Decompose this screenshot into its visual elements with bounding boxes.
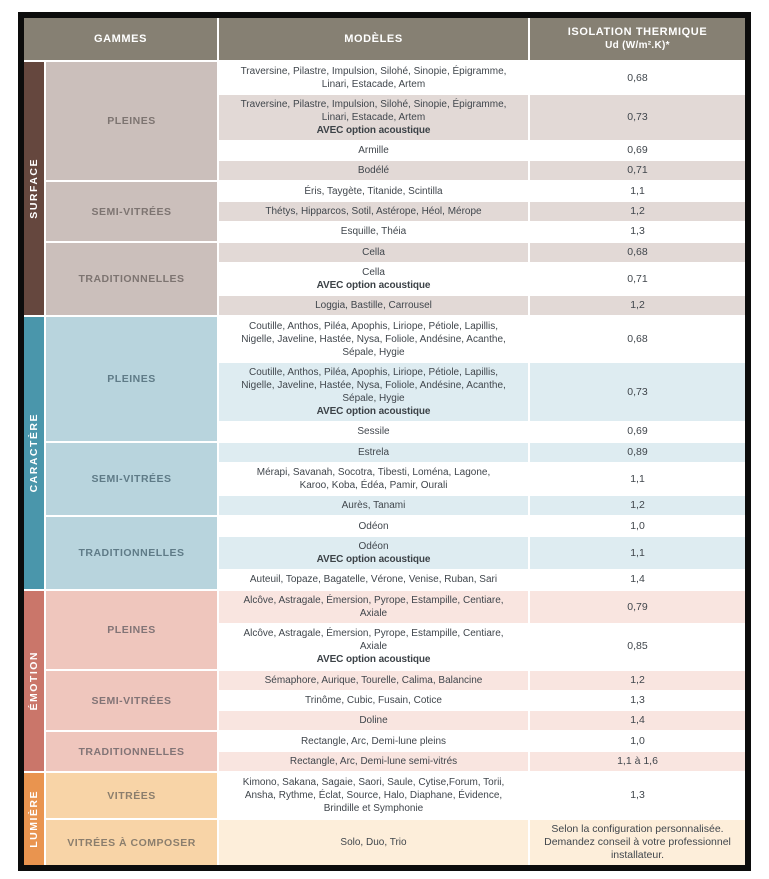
header-gammes	[24, 18, 217, 60]
table-row	[219, 62, 745, 94]
model-line: Bodélé	[357, 165, 390, 176]
model-line: Axiale	[359, 608, 388, 619]
table-row	[219, 711, 745, 730]
table-body	[24, 62, 745, 865]
value-line: 1,4	[630, 714, 645, 726]
model-line: Nigelle, Javeline, Hastée, Nysa, Foliole, Andésine, Acanthe,	[241, 380, 506, 391]
group-rows	[219, 443, 745, 515]
group-rows	[219, 317, 745, 441]
model-cell	[219, 671, 528, 690]
table-row	[219, 773, 745, 818]
model-cell	[219, 443, 528, 462]
model-line: Éris, Taygète, Titanide, Scintilla	[304, 186, 443, 197]
acoustic-option-note: AVEC option acoustique	[316, 654, 431, 665]
model-line: Aurès, Tanami	[341, 500, 406, 511]
table-row	[219, 463, 745, 495]
value-line: 1,0	[630, 735, 645, 747]
model-line: Coutille, Anthos, Piléa, Apophis, Liriope, Pétiole, Lapillis,	[248, 321, 499, 332]
model-line: Armille	[358, 145, 389, 156]
table-row	[219, 732, 745, 751]
value-line: 1,0	[630, 520, 645, 532]
model-line: Mérapi, Savanah, Socotra, Tibesti, Loména, Lagone,	[256, 467, 491, 478]
group-label-semi-vitrees: SEMI-VITRÉES	[46, 443, 217, 515]
value-line: 0,71	[627, 272, 648, 285]
value-cell	[530, 624, 745, 669]
model-line: Sessile	[357, 426, 390, 437]
model-line: Cella	[362, 267, 385, 278]
group-pleines	[46, 591, 745, 669]
acoustic-option-note: AVEC option acoustique	[316, 125, 431, 136]
model-line: Cella	[362, 247, 385, 258]
model-cell	[219, 222, 528, 241]
group-pleines	[46, 62, 745, 180]
value-cell	[530, 711, 745, 730]
model-line: Esquille, Théia	[340, 226, 407, 237]
model-line: Traversine, Pilastre, Impulsion, Silohé, Sinopie, Épigramme,	[240, 66, 507, 77]
table-row	[219, 591, 745, 623]
value-cell	[530, 496, 745, 515]
value-line: 0,73	[627, 385, 648, 398]
value-line: 0,71	[627, 164, 648, 176]
model-line: Alcôve, Astragale, Émersion, Pyrope, Estampille, Centiare,	[243, 595, 504, 606]
table-row	[219, 671, 745, 690]
model-cell	[219, 95, 528, 140]
value-cell	[530, 463, 745, 495]
value-cell	[530, 95, 745, 140]
section-body-lumiere	[46, 773, 745, 865]
model-line: Traversine, Pilastre, Impulsion, Silohé, Sinopie, Épigramme,	[240, 99, 507, 110]
value-cell	[530, 671, 745, 690]
table-row	[219, 182, 745, 201]
section-surface	[24, 62, 745, 315]
value-line: 1,2	[630, 674, 645, 686]
value-line: 0,68	[627, 246, 648, 258]
model-line: Linari, Estacade, Artem	[321, 79, 426, 90]
model-line: Coutille, Anthos, Piléa, Apophis, Liriope, Pétiole, Lapillis,	[248, 367, 499, 378]
table-row	[219, 243, 745, 262]
header-isolation-title: ISOLATION THERMIQUE	[567, 26, 708, 38]
value-cell	[530, 141, 745, 160]
section-label: SURFACE	[28, 158, 40, 219]
group-label-traditionnelles: TRADITIONNELLES	[46, 732, 217, 771]
group-traditionnelles	[46, 732, 745, 771]
value-cell	[530, 517, 745, 536]
table-row	[219, 624, 745, 669]
model-cell	[219, 62, 528, 94]
table-row	[219, 691, 745, 710]
acoustic-option-note: AVEC option acoustique	[316, 280, 431, 291]
group-traditionnelles	[46, 517, 745, 589]
model-line: Rectangle, Arc, Demi-lune pleins	[300, 736, 447, 747]
table-header-row	[24, 18, 745, 60]
value-line: installateur.	[610, 849, 665, 861]
value-cell	[530, 422, 745, 441]
section-body-surface	[46, 62, 745, 315]
model-line: Sépale, Hygie	[342, 347, 405, 358]
value-cell	[530, 570, 745, 589]
value-line: 0,68	[627, 333, 648, 345]
group-label-traditionnelles: TRADITIONNELLES	[46, 517, 217, 589]
model-line: Auteuil, Topaze, Bagatelle, Vérone, Venise, Ruban, Sari	[249, 574, 498, 585]
thermal-insulation-table	[18, 12, 751, 871]
group-label-pleines: PLEINES	[46, 591, 217, 669]
group-label-semi-vitrees: SEMI-VITRÉES	[46, 671, 217, 730]
value-line: 1,2	[630, 499, 645, 511]
table-row	[219, 141, 745, 160]
group-rows	[219, 182, 745, 241]
model-cell	[219, 773, 528, 818]
value-cell	[530, 820, 745, 865]
group-pleines	[46, 317, 745, 441]
group-label-vitrees-a-composer: VITRÉES À COMPOSER	[46, 820, 217, 865]
section-emotion	[24, 591, 745, 771]
value-line: 1,3	[630, 694, 645, 706]
model-line: Thétys, Hipparcos, Sotil, Astérope, Héol, Mérope	[265, 206, 482, 217]
table-row	[219, 752, 745, 771]
group-vitrees	[46, 773, 745, 818]
model-cell	[219, 161, 528, 180]
table-row	[219, 570, 745, 589]
model-cell	[219, 317, 528, 362]
value-cell	[530, 161, 745, 180]
value-cell	[530, 317, 745, 362]
model-line: Nigelle, Javeline, Hastée, Nysa, Foliole, Andésine, Acanthe,	[241, 334, 506, 345]
section-lumiere	[24, 773, 745, 865]
header-isolation	[530, 18, 745, 60]
group-semi-vitrees	[46, 443, 745, 515]
table-row	[219, 263, 745, 295]
group-traditionnelles	[46, 243, 745, 315]
group-rows	[219, 243, 745, 315]
model-line: Odéon	[358, 541, 389, 552]
table-row	[219, 820, 745, 865]
value-line: 1,2	[630, 205, 645, 217]
header-modeles	[219, 18, 528, 60]
acoustic-option-note: AVEC option acoustique	[316, 554, 431, 565]
value-line: 0,89	[627, 446, 648, 458]
group-rows	[219, 591, 745, 669]
model-cell	[219, 732, 528, 751]
value-cell	[530, 752, 745, 771]
value-line: 1,3	[630, 789, 645, 801]
value-line: 1,1	[630, 472, 645, 485]
group-rows	[219, 62, 745, 180]
model-cell	[219, 537, 528, 569]
group-label-pleines: PLEINES	[46, 62, 217, 180]
section-label: ÉMOTION	[28, 651, 40, 711]
table-row	[219, 296, 745, 315]
value-cell	[530, 263, 745, 295]
group-rows	[219, 671, 745, 730]
value-line: 0,79	[627, 600, 648, 613]
group-rows	[219, 820, 745, 865]
group-semi-vitrees	[46, 182, 745, 241]
model-cell	[219, 591, 528, 623]
table-row	[219, 95, 745, 140]
value-cell	[530, 182, 745, 201]
model-line: Ansha, Rythme, Éclat, Source, Halo, Diaphane, Évidence,	[244, 790, 503, 801]
model-cell	[219, 711, 528, 730]
model-line: Estrela	[357, 447, 390, 458]
model-line: Brindille et Symphonie	[323, 803, 424, 814]
model-cell	[219, 752, 528, 771]
table-row	[219, 496, 745, 515]
value-line: 1,1	[630, 546, 645, 559]
model-line: Sépale, Hygie	[342, 393, 405, 404]
group-rows	[219, 773, 745, 818]
group-semi-vitrees	[46, 671, 745, 730]
value-cell	[530, 773, 745, 818]
model-cell	[219, 570, 528, 589]
table-row	[219, 363, 745, 421]
model-line: Axiale	[359, 641, 388, 652]
group-label-pleines: PLEINES	[46, 317, 217, 441]
group-rows	[219, 517, 745, 589]
model-cell	[219, 363, 528, 421]
value-line: 0,69	[627, 425, 648, 437]
section-body-caractere	[46, 317, 745, 589]
model-line: Odéon	[358, 521, 389, 532]
table-row	[219, 537, 745, 569]
model-cell	[219, 202, 528, 221]
table-row	[219, 517, 745, 536]
section-label: CARACTÈRE	[28, 413, 40, 493]
value-line: 1,4	[630, 573, 645, 585]
model-line: Rectangle, Arc, Demi-lune semi-vitrés	[289, 756, 458, 767]
table-row	[219, 222, 745, 241]
value-cell	[530, 243, 745, 262]
value-line: Demandez conseil à votre professionnel	[544, 836, 731, 848]
group-rows	[219, 732, 745, 771]
table-row	[219, 202, 745, 221]
table-row	[219, 161, 745, 180]
value-cell	[530, 296, 745, 315]
section-label: LUMIÈRE	[28, 790, 40, 848]
section-bar-emotion	[24, 591, 44, 771]
value-cell	[530, 363, 745, 421]
model-line: Alcôve, Astragale, Émersion, Pyrope, Estampille, Centiare,	[243, 628, 504, 639]
model-cell	[219, 243, 528, 262]
value-line: Selon la configuration personnalisée.	[551, 823, 724, 835]
model-cell	[219, 496, 528, 515]
value-cell	[530, 691, 745, 710]
model-cell	[219, 463, 528, 495]
value-line: 1,3	[630, 225, 645, 237]
table-row	[219, 317, 745, 362]
group-vitrees-a-composer	[46, 820, 745, 865]
value-cell	[530, 202, 745, 221]
table-row	[219, 443, 745, 462]
value-line: 1,1 à 1,6	[617, 755, 658, 767]
section-body-emotion	[46, 591, 745, 771]
model-line: Doline	[359, 715, 388, 726]
section-bar-caractere	[24, 317, 44, 589]
value-line: 0,68	[627, 71, 648, 84]
model-cell	[219, 141, 528, 160]
model-line: Trinôme, Cubic, Fusain, Cotice	[305, 695, 442, 706]
value-line: 0,85	[627, 640, 648, 652]
model-line: Loggia, Bastille, Carrousel	[315, 300, 432, 311]
group-label-vitrees: VITRÉES	[46, 773, 217, 818]
acoustic-option-note: AVEC option acoustique	[316, 406, 431, 417]
value-cell	[530, 591, 745, 623]
header-isolation-unit: Ud (W/m².K)*	[605, 40, 670, 51]
model-cell	[219, 182, 528, 201]
model-cell	[219, 820, 528, 865]
model-cell	[219, 691, 528, 710]
section-bar-surface	[24, 62, 44, 315]
section-bar-lumiere	[24, 773, 44, 865]
model-cell	[219, 296, 528, 315]
value-line: 0,73	[627, 111, 648, 123]
section-caractere	[24, 317, 745, 589]
value-line: 0,69	[627, 144, 648, 156]
value-cell	[530, 537, 745, 569]
value-cell	[530, 62, 745, 94]
value-cell	[530, 443, 745, 462]
group-label-traditionnelles: TRADITIONNELLES	[46, 243, 217, 315]
model-line: Kimono, Sakana, Sagaie, Saori, Saule, Cytise,Forum, Torii,	[242, 777, 505, 788]
model-cell	[219, 624, 528, 669]
model-line: Linari, Estacade, Artem	[321, 112, 426, 123]
header-modeles-label: MODÈLES	[344, 32, 403, 45]
model-cell	[219, 263, 528, 295]
group-label-semi-vitrees: SEMI-VITRÉES	[46, 182, 217, 241]
table-row	[219, 422, 745, 441]
model-line: Sémaphore, Aurique, Tourelle, Calima, Balancine	[264, 675, 483, 686]
value-line: 1,1	[630, 185, 645, 197]
model-cell	[219, 517, 528, 536]
value-cell	[530, 732, 745, 751]
value-cell	[530, 222, 745, 241]
value-line: 1,2	[630, 299, 645, 311]
model-line: Karoo, Koba, Édéa, Pamir, Ourali	[299, 480, 448, 491]
header-gammes-label: GAMMES	[93, 32, 148, 45]
model-line: Solo, Duo, Trio	[340, 837, 407, 848]
model-cell	[219, 422, 528, 441]
